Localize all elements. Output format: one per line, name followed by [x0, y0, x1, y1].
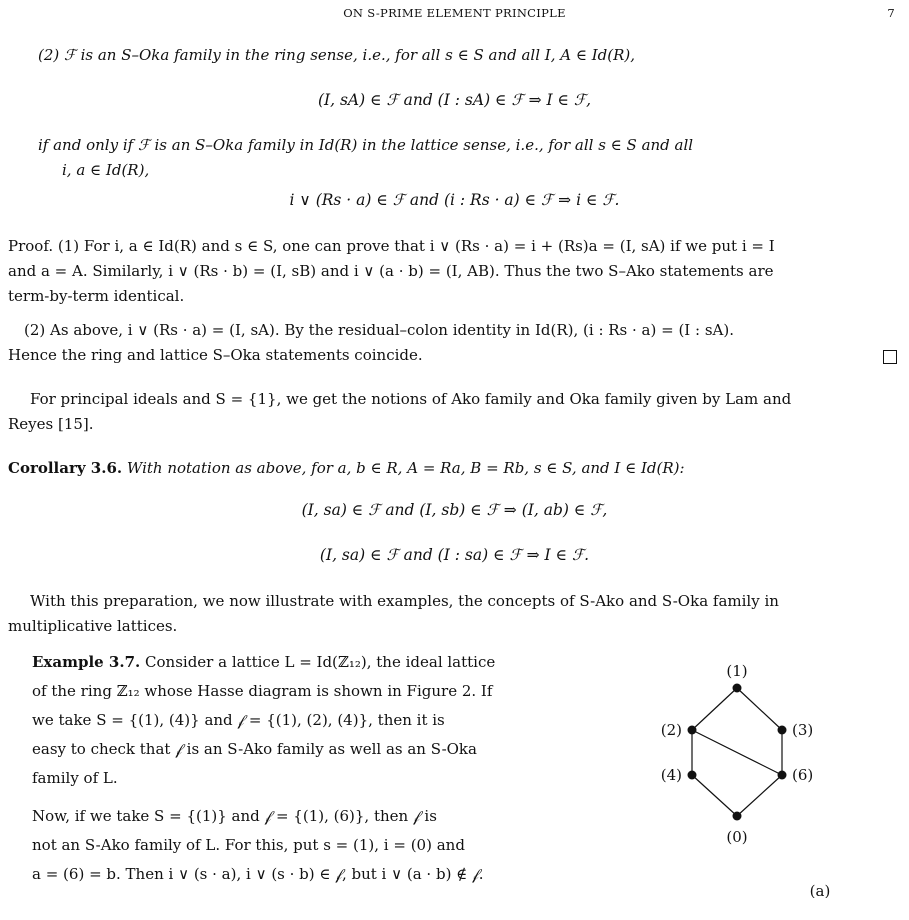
item2-statement: (2) ℱ is an S–Oka family in the ring sense, i.e., for all s ∈ S and all I, A ∈ Id(R), — [38, 46, 636, 64]
principal-para-line1: For principal ideals and S = {1}, we get the notions of Ako family and Oka family given by Lam and — [30, 390, 792, 408]
proof-line4: (2) As above, i ∨ (Rs · a) = (I, sA). By the residual–colon identity in Id(R), (i : Rs · a) = (I : sA). — [24, 321, 734, 339]
hasse-edge-6-0 — [737, 775, 782, 816]
example-line6: Now, if we take S = {(1)} and 𝒻 = {(1), (6)}, then 𝒻 is — [32, 807, 437, 825]
example-line2: of the ring ℤ₁₂ whose Hasse diagram is shown in Figure 2. If — [32, 682, 493, 700]
proof-line1: Proof. (1) For i, a ∈ Id(R) and s ∈ S, one can prove that i ∨ (Rs · a) = i + (Rs)a = (I, sA) if we put i = I — [8, 237, 775, 255]
item2-equivalence-line1: if and only if ℱ is an S–Oka family in Id(R) in the lattice sense, i.e., for all s ∈ S and all — [38, 136, 694, 154]
hasse-node-1 — [733, 684, 742, 693]
hasse-label-top: (1) — [726, 662, 748, 680]
corollary-text: With notation as above, for a, b ∈ R, A = Ra, B = Rb, s ∈ S, and I ∈ Id(R): — [126, 459, 685, 477]
prep-para-line1: With this preparation, we now illustrate with examples, the concepts of S-Ako and S-Oka family in — [30, 592, 779, 610]
hasse-node-3 — [778, 726, 787, 735]
corollary-display2: (I, sa) ∈ ℱ and (I : sa) ∈ ℱ ⇒ I ∈ ℱ. — [319, 546, 590, 564]
hasse-label-left-lower: (4) — [660, 766, 682, 784]
principal-para-line2: Reyes [15]. — [8, 415, 94, 433]
hasse-label-bottom: (0) — [726, 828, 748, 846]
hasse-node-6 — [778, 771, 787, 780]
hasse-diagram — [640, 648, 850, 898]
item2-display: (I, sA) ∈ ℱ and (I : sA) ∈ ℱ ⇒ I ∈ ℱ, — [317, 91, 592, 109]
example-line1-text: Consider a lattice L = Id(ℤ₁₂), the ideal lattice — [145, 653, 496, 671]
page-number: 7 — [887, 6, 895, 20]
hasse-edge-4-0 — [692, 775, 737, 816]
example-line7: not an S-Ako family of L. For this, put s = (1), i = (0) and — [32, 836, 465, 854]
example-line5: family of L. — [32, 769, 118, 787]
hasse-node-0 — [733, 812, 742, 821]
hasse-node-4 — [688, 771, 697, 780]
example-line3: we take S = {(1), (4)} and 𝒻 = {(1), (2), (4)}, then it is — [32, 711, 445, 729]
hasse-edge-2-6 — [692, 730, 782, 775]
hasse-label-left-upper: (2) — [660, 721, 682, 739]
header-title: ON S-PRIME ELEMENT PRINCIPLE — [343, 6, 566, 20]
example-line4: easy to check that 𝒻 is an S-Ako family as well as an S-Oka — [32, 740, 477, 758]
hasse-label-right: (3) — [792, 721, 814, 739]
hasse-edge-1-3 — [737, 688, 782, 730]
qed-symbol — [883, 350, 897, 364]
hasse-node-2 — [688, 726, 697, 735]
proof-line2: and a = A. Similarly, i ∨ (Rs · b) = (I, sB) and i ∨ (a · b) = (I, AB). Thus the two S–Ako statements are — [8, 262, 774, 280]
corollary — [8, 456, 898, 481]
example-line8: a = (6) = b. Then i ∨ (s · a), i ∨ (s · b) ∈ 𝒻, but i ∨ (a · b) ∉ 𝒻. — [32, 865, 484, 883]
hasse-edge-1-2 — [692, 688, 737, 730]
proof-line3: term-by-term identical. — [8, 287, 185, 305]
running-header — [0, 6, 909, 28]
proof-line5: Hence the ring and lattice S–Oka statements coincide. — [8, 346, 423, 364]
item2-display-lattice: i ∨ (Rs · a) ∈ ℱ and (i : Rs · a) ∈ ℱ ⇒ i ∈ ℱ. — [289, 191, 620, 209]
hasse-cut-label: (a) — [809, 882, 831, 898]
hasse-label-right-lower: (6) — [792, 766, 814, 784]
item2-equivalence-line2: i, a ∈ Id(R), — [62, 161, 150, 179]
corollary-label: Corollary 3.6. — [8, 459, 123, 477]
corollary-display1: (I, sa) ∈ ℱ and (I, sb) ∈ ℱ ⇒ (I, ab) ∈ ℱ, — [301, 501, 608, 519]
example-label: Example 3.7. — [32, 653, 141, 671]
prep-para-line2: multiplicative lattices. — [8, 617, 178, 635]
example-line1 — [32, 648, 592, 677]
